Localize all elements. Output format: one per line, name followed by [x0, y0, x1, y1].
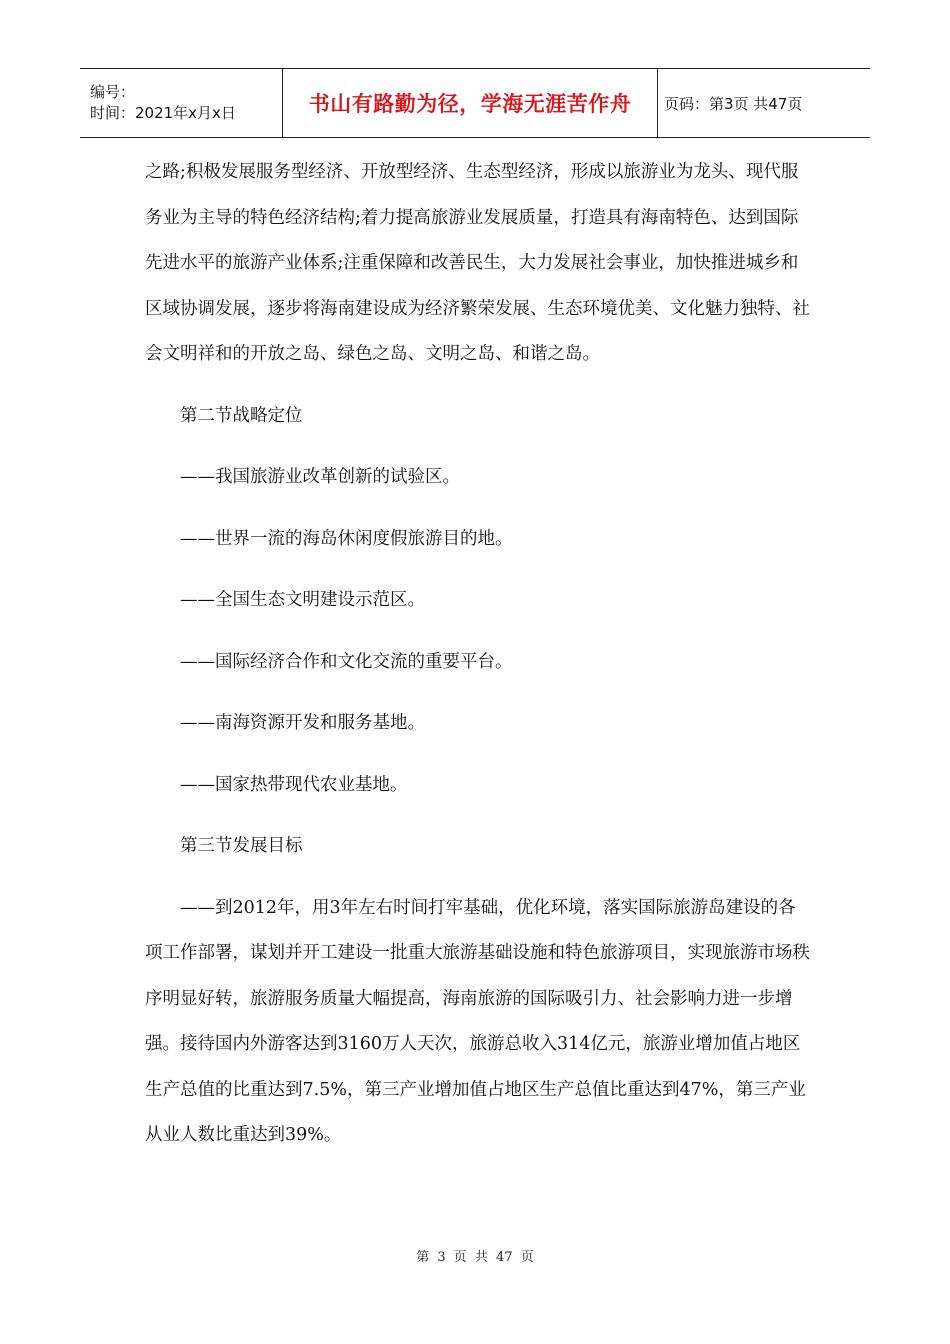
- list-item: ——世界一流的海岛休闲度假旅游目的地。: [180, 528, 513, 549]
- goal-paragraph: ——到2012年，用3年左右时间打牢基础，优化环境，落实国际旅游岛建设的各项工作部署，谋划并开工建设一批重大旅游基础设施和特色旅游项目，实现旅游市场秩序明显好转，旅游服务质量大幅提高，海南旅游的国际吸引力、社会影响力进一步增强。接待国内外游客达到3160万人天次，旅游总收入314亿元，旅游业增加值占地区生产总值的比重达到7.5%，第三产业增加值占地区生产总值比重达到47%，第三产业从业人数比重达到39%。: [145, 897, 810, 1145]
- section-title-strategic-positioning: 第二节战略定位: [180, 405, 303, 426]
- document-time-label: 时间：2021年x月x日: [90, 104, 236, 122]
- header-slogan: 书山有路勤为径，学海无涯苦作舟: [308, 92, 632, 116]
- section-title-development-goals: 第三节发展目标: [180, 836, 303, 856]
- page-footer: 第 3 页 共 47 页: [416, 1250, 534, 1265]
- list-item: ——全国生态文明建设示范区。: [180, 590, 425, 610]
- document-body: [145, 150, 810, 1159]
- header-meta: [80, 69, 283, 137]
- page-header: [80, 68, 870, 138]
- header-page-cell: [658, 69, 870, 137]
- document-number-label: 编号：: [90, 83, 136, 101]
- header-slogan-cell: [283, 69, 658, 137]
- list-item: ——国家热带现代农业基地。: [180, 774, 408, 795]
- list-item: ——我国旅游业改革创新的试验区。: [180, 467, 460, 487]
- list-item: ——国际经济合作和文化交流的重要平台。: [180, 651, 513, 672]
- list-item: ——南海资源开发和服务基地。: [180, 713, 425, 733]
- body-paragraph: 之路;积极发展服务型经济、开放型经济、生态型经济，形成以旅游业为龙头、现代服务业为主导的特色经济结构;着力提高旅游业发展质量，打造具有海南特色、达到国际先进水平的旅游产业体系;注重保障和改善民生，大力发展社会事业，加快推进城乡和区域协调发展，逐步将海南建设成为经济繁荣发展、生态环境优美、文化魅力独特、社会文明祥和的开放之岛、绿色之岛、文明之岛、和谐之岛。: [145, 162, 810, 364]
- header-page-label: 页码：第3页 共47页: [664, 94, 803, 113]
